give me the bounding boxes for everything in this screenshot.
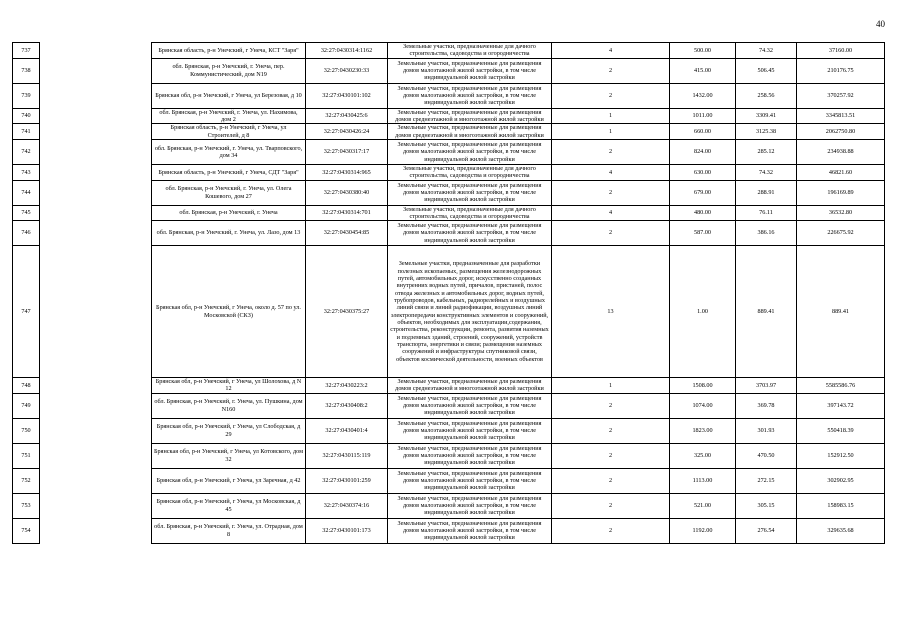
blank-column [40,43,152,59]
address-cell: обл. Брянская, р-н Унечский, г. Унеча, пер. Коммунистический, дом N19 [152,58,306,83]
table-row [13,393,885,418]
address-cell: Брянская обл, р-н Унечский, г Унеча, ул Слободская, д 29 [152,418,306,443]
rate-cell: 889.41 [736,246,797,378]
value-cell: 2062750.80 [797,124,885,140]
value-cell: 226675.92 [797,221,885,246]
value-cell: 302902.95 [797,468,885,493]
rate-cell: 285.12 [736,139,797,164]
address-cell: Брянская область, р-н Унечский, г Унеча, КСТ "Заря" [152,43,306,59]
row-number: 738 [13,58,40,83]
area-cell: 824.00 [670,139,736,164]
area-cell: 1192.00 [670,518,736,543]
value-cell: 158983.15 [797,493,885,518]
row-number: 743 [13,164,40,180]
table-row [13,124,885,140]
table-row [13,378,885,394]
area-cell: 325.00 [670,443,736,468]
area-cell: 500.00 [670,43,736,59]
land-use-cell: Земельные участки, предназначенные для размещения домов среднеэтажной и многоэтажной жилой застройки [388,378,552,394]
area-cell: 587.00 [670,221,736,246]
area-cell: 1074.00 [670,393,736,418]
rate-cell: 288.91 [736,180,797,205]
address-cell: обл. Брянская, р-н Унечский, г. Унеча, ул. Лазо, дом 13 [152,221,306,246]
value-cell: 889.41 [797,246,885,378]
area-cell: 1432.00 [670,83,736,108]
address-cell: Брянская обл, р-н Унечский, г Унеча, около д. 57 по ул. Московской (СКЗ) [152,246,306,378]
row-number: 753 [13,493,40,518]
blank-column [40,493,152,518]
group-number: 4 [552,43,670,59]
area-cell: 1823.00 [670,418,736,443]
value-cell: 329635.68 [797,518,885,543]
value-cell: 234938.88 [797,139,885,164]
cadastral-number: 32:27:0430223:2 [306,378,388,394]
address-cell: Брянская обл, р-н Унечский, г Унеча, ул Московская, д 45 [152,493,306,518]
row-number: 754 [13,518,40,543]
blank-column [40,443,152,468]
row-number: 744 [13,180,40,205]
group-number: 1 [552,124,670,140]
area-cell: 1113.00 [670,468,736,493]
value-cell: 3345813.51 [797,108,885,124]
cadastral-number: 32:27:0430317:17 [306,139,388,164]
value-cell: 210176.75 [797,58,885,83]
rate-cell: 76.11 [736,205,797,221]
group-number: 2 [552,83,670,108]
row-number: 752 [13,468,40,493]
row-number: 741 [13,124,40,140]
land-use-cell: Земельные участки, предназначенные для размещения домов малоэтажной жилой застройки, в том числе индивидуальной жилой застройки [388,518,552,543]
group-number: 1 [552,108,670,124]
blank-column [40,205,152,221]
address-cell: обл. Брянская, р-н Унечский, г. Унеча, ул. Пушкина, дом N160 [152,393,306,418]
land-use-cell: Земельные участки, предназначенные для размещения домов малоэтажной жилой застройки, в том числе индивидуальной жилой застройки [388,180,552,205]
area-cell: 1011.00 [670,108,736,124]
blank-column [40,58,152,83]
row-number: 747 [13,246,40,378]
address-cell: обл. Брянская, р-н Унечский, г. Унеча, ул. Олега Кошевого, дом 27 [152,180,306,205]
blank-column [40,180,152,205]
address-cell: Брянская область, р-н Унечский, г Унеча, СДТ "Заря" [152,164,306,180]
table-row [13,139,885,164]
address-cell: обл. Брянская, р-н Унечский, г. Унеча, ул. Отрадная, дом 8 [152,518,306,543]
group-number: 4 [552,205,670,221]
land-use-cell: Земельные участки, предназначенные для размещения домов малоэтажной жилой застройки, в том числе индивидуальной жилой застройки [388,139,552,164]
land-use-cell: Земельные участки, предназначенные для дачного строительства, садоводства и огородничества [388,205,552,221]
table-row [13,43,885,59]
land-use-cell: Земельные участки, предназначенные для размещения домов малоэтажной жилой застройки, в том числе индивидуальной жилой застройки [388,58,552,83]
area-cell: 521.00 [670,493,736,518]
area-cell: 415.00 [670,58,736,83]
group-number: 2 [552,518,670,543]
row-number: 740 [13,108,40,124]
table-row [13,468,885,493]
land-use-cell: Земельные участки, предназначенные для размещения домов малоэтажной жилой застройки, в том числе индивидуальной жилой застройки [388,493,552,518]
group-number: 2 [552,139,670,164]
group-number: 2 [552,58,670,83]
group-number: 2 [552,180,670,205]
address-cell: Брянская область, р-н Унечский, г Унеча, ул Строителей, д 8 [152,124,306,140]
blank-column [40,378,152,394]
row-number: 750 [13,418,40,443]
land-use-cell: Земельные участки, предназначенные для дачного строительства, садоводства и огородничества [388,164,552,180]
blank-column [40,124,152,140]
area-cell: 1.00 [670,246,736,378]
value-cell: 370257.92 [797,83,885,108]
cadastral-number: 32:27:0430408:2 [306,393,388,418]
land-use-cell: Земельные участки, предназначенные для размещения домов малоэтажной жилой застройки, в том числе индивидуальной жилой застройки [388,83,552,108]
rate-cell: 386.16 [736,221,797,246]
group-number: 2 [552,468,670,493]
address-cell: Брянская обл, р-н Унечский, г Унеча, ул Березовая, д 10 [152,83,306,108]
cadastral-number: 32:27:0430101:259 [306,468,388,493]
rate-cell: 74.32 [736,43,797,59]
group-number: 2 [552,443,670,468]
address-cell: Брянская обл, р-н Унечский, г Унеча, ул Заречная, д 42 [152,468,306,493]
area-cell: 630.00 [670,164,736,180]
area-cell: 480.00 [670,205,736,221]
value-cell: 36532.80 [797,205,885,221]
table-row [13,221,885,246]
table-row [13,418,885,443]
value-cell: 196169.89 [797,180,885,205]
cadastral-number: 32:27:0430101:102 [306,83,388,108]
group-number: 4 [552,164,670,180]
blank-column [40,418,152,443]
area-cell: 679.00 [670,180,736,205]
cadastral-number: 32:27:0430375:27 [306,246,388,378]
row-number: 742 [13,139,40,164]
cadastral-number: 32:27:0430314:965 [306,164,388,180]
rate-cell: 258.56 [736,83,797,108]
area-cell: 660.00 [670,124,736,140]
cadastral-number: 32:27:0430454:85 [306,221,388,246]
table-row [13,518,885,543]
rate-cell: 506.45 [736,58,797,83]
address-cell: Брянская обл, р-н Унечский, г Унеча, ул Шолохова, д N 12 [152,378,306,394]
blank-column [40,221,152,246]
table-row [13,164,885,180]
page-number: 40 [876,19,885,29]
address-cell: обл. Брянская, р-н Унечский, г. Унеча, ул. Нахимова, дом 2 [152,108,306,124]
value-cell: 37160.00 [797,43,885,59]
value-cell: 46821.60 [797,164,885,180]
land-use-cell: Земельные участки, предназначенные для размещения домов малоэтажной жилой застройки, в том числе индивидуальной жилой застройки [388,443,552,468]
land-use-cell: Земельные участки, предназначенные для размещения домов среднеэтажной и многоэтажной жилой застройки [388,108,552,124]
cadastral-value-table [12,42,885,544]
cadastral-number: 32:27:0430101:173 [306,518,388,543]
rate-cell: 369.78 [736,393,797,418]
group-number: 13 [552,246,670,378]
value-cell: 550418.39 [797,418,885,443]
cadastral-number: 32:27:0430374:16 [306,493,388,518]
row-number: 751 [13,443,40,468]
rate-cell: 3125.38 [736,124,797,140]
table-row [13,180,885,205]
cadastral-number: 32:27:0430115:119 [306,443,388,468]
row-number: 746 [13,221,40,246]
rate-cell: 272.15 [736,468,797,493]
table-row [13,246,885,378]
blank-column [40,518,152,543]
row-number: 748 [13,378,40,394]
address-cell: Брянская обл, р-н Унечский, г Унеча, ул Котовского, дом 32 [152,443,306,468]
cadastral-number: 32:27:0430426:24 [306,124,388,140]
table-row [13,83,885,108]
land-use-cell: Земельные участки, предназначенные для дачного строительства, садоводства и огородничества [388,43,552,59]
group-number: 2 [552,393,670,418]
row-number: 737 [13,43,40,59]
value-cell: 152912.50 [797,443,885,468]
rate-cell: 470.50 [736,443,797,468]
land-use-cell: Земельные участки, предназначенные для размещения домов малоэтажной жилой застройки, в том числе индивидуальной жилой застройки [388,393,552,418]
cadastral-number: 32:27:0430314:1162 [306,43,388,59]
cadastral-number: 32:27:0430230:33 [306,58,388,83]
blank-column [40,164,152,180]
table-row [13,108,885,124]
table-row [13,58,885,83]
row-number: 739 [13,83,40,108]
blank-column [40,108,152,124]
rate-cell: 276.54 [736,518,797,543]
blank-column [40,246,152,378]
rate-cell: 74.32 [736,164,797,180]
table-row [13,205,885,221]
cadastral-number: 32:27:0430425:6 [306,108,388,124]
rate-cell: 305.15 [736,493,797,518]
address-cell: обл. Брянская, р-н Унечский, г. Унеча [152,205,306,221]
cadastral-number: 32:27:0430380:40 [306,180,388,205]
blank-column [40,393,152,418]
cadastral-number: 32:27:0430314:701 [306,205,388,221]
land-use-cell: Земельные участки, предназначенные для размещения домов малоэтажной жилой застройки, в том числе индивидуальной жилой застройки [388,468,552,493]
row-number: 749 [13,393,40,418]
rate-cell: 3703.97 [736,378,797,394]
rate-cell: 301.93 [736,418,797,443]
value-cell: 397143.72 [797,393,885,418]
group-number: 1 [552,378,670,394]
land-use-cell: Земельные участки, предназначенные для размещения домов среднеэтажной и многоэтажной жилой застройки [388,124,552,140]
row-number: 745 [13,205,40,221]
address-cell: обл. Брянская, р-н Унечский, г. Унеча, ул. Тварповского, дом 34 [152,139,306,164]
group-number: 2 [552,493,670,518]
land-use-cell: Земельные участки, предназначенные для разработки полезных ископаемых, размещения железнодорожных путей, автомобильных дорог, искусственно созданных внутренних водных путей, причалов, пристаней, полос отвода железных и автомобильных дорог, водных путей, трубопроводов, кабельных, радиорелейных и воздушных линий связи и линий радиофикации, воздушных линий электропередачи конструктивных элементов и сооружений, объектов, необходимых для эксплуатации,содержания, строительства, реконструкции, ремонта, развития наземных и подземных зданий, строений, сооружений, устройств транспорта, энергетики и связи; размещения наземных сооружений и инфраструктуры спутниковой связи, объектов космической деятельности, военных объектов [388,246,552,378]
rate-cell: 3309.41 [736,108,797,124]
table-row [13,443,885,468]
blank-column [40,83,152,108]
land-use-cell: Земельные участки, предназначенные для размещения домов малоэтажной жилой застройки, в том числе индивидуальной жилой застройки [388,418,552,443]
table-row [13,493,885,518]
value-cell: 5585586.76 [797,378,885,394]
blank-column [40,139,152,164]
group-number: 2 [552,221,670,246]
group-number: 2 [552,418,670,443]
area-cell: 1508.00 [670,378,736,394]
cadastral-number: 32:27:0430401:4 [306,418,388,443]
blank-column [40,468,152,493]
land-use-cell: Земельные участки, предназначенные для размещения домов малоэтажной жилой застройки, в том числе индивидуальной жилой застройки [388,221,552,246]
